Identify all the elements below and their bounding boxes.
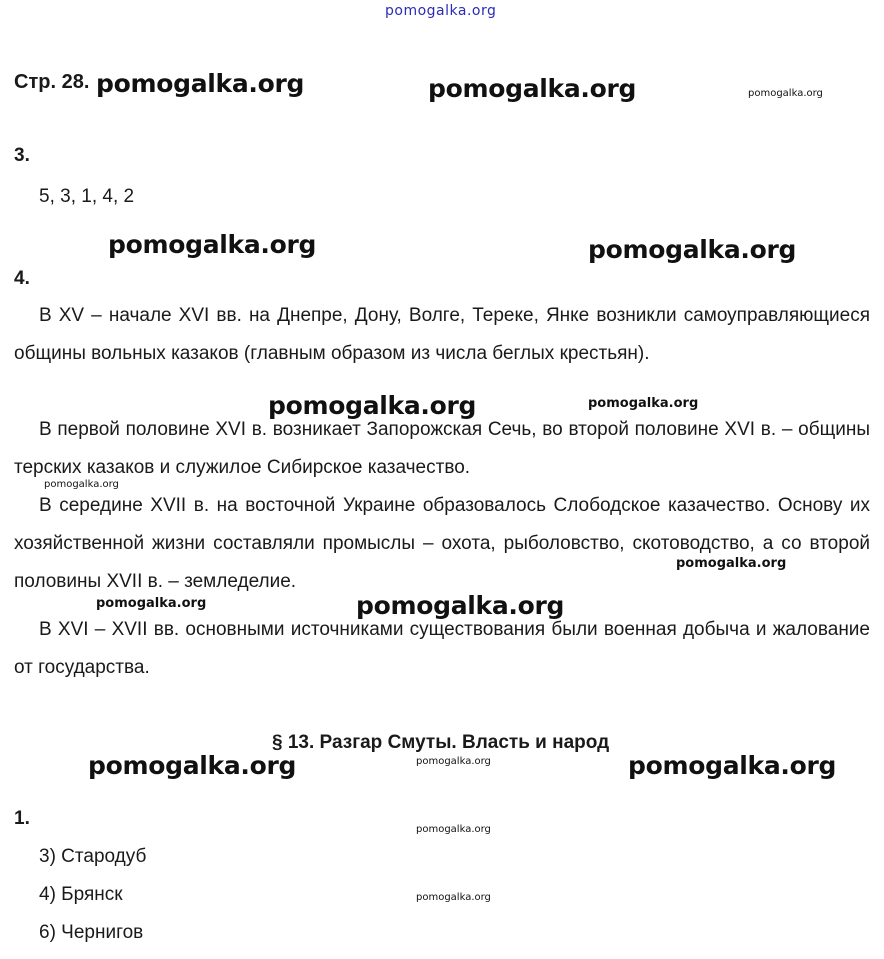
watermark: pomogalka.org xyxy=(44,479,119,490)
watermark: pomogalka.org xyxy=(676,556,787,571)
watermark-top: pomogalka.org xyxy=(385,3,497,19)
watermark: pomogalka.org xyxy=(268,391,477,420)
watermark: pomogalka.org xyxy=(428,74,637,103)
watermark: pomogalka.org xyxy=(356,591,565,620)
watermark: pomogalka.org xyxy=(588,396,699,411)
watermark: pomogalka.org xyxy=(628,751,837,780)
watermark: pomogalka.org xyxy=(416,824,491,835)
task-number-4: 4. xyxy=(14,268,30,289)
task3-answer: 5, 3, 1, 4, 2 xyxy=(39,186,135,207)
answer-item: 6) Чернигов xyxy=(39,922,144,943)
task4-paragraph-4: В XVI – XVII вв. основными источниками существования были военная добыча и жалование от государства. xyxy=(14,619,870,678)
answer-item: 3) Стародуб xyxy=(39,846,147,867)
answer-item: 4) Брянск xyxy=(39,884,123,905)
task4-paragraph-1: В XV – начале XVI вв. на Днепре, Дону, Волге, Тереке, Янке возникли самоуправляющиеся общины вольных казаков (главным образом из числа беглых крестьян). xyxy=(14,305,870,364)
section-title: § 13. Разгар Смуты. Власть и народ xyxy=(272,732,610,753)
watermark: pomogalka.org xyxy=(588,235,797,264)
page-ref: Стр. 28. xyxy=(14,71,90,93)
task4-paragraph-3: В середине XVII в. на восточной Украине образовалось Слободское казачество. Основу их хозяйственной жизни составляли промыслы – охота, рыболовство, скотоводство, а со второй половины XVII в. – земледелие. xyxy=(14,495,870,592)
watermark: pomogalka.org xyxy=(108,230,317,259)
watermark: pomogalka.org xyxy=(416,892,491,903)
watermark: pomogalka.org xyxy=(748,88,823,99)
watermark: pomogalka.org xyxy=(416,756,491,767)
watermark: pomogalka.org xyxy=(96,69,305,98)
section-task-number-1: 1. xyxy=(14,808,30,829)
task-number-3: 3. xyxy=(14,145,30,166)
watermark: pomogalka.org xyxy=(96,596,207,611)
watermark: pomogalka.org xyxy=(88,751,297,780)
task4-paragraph-2: В первой половине XVI в. возникает Запорожская Сечь, во второй половине XVI в. – общины терских казаков и служилое Сибирское казачество. xyxy=(14,419,870,478)
